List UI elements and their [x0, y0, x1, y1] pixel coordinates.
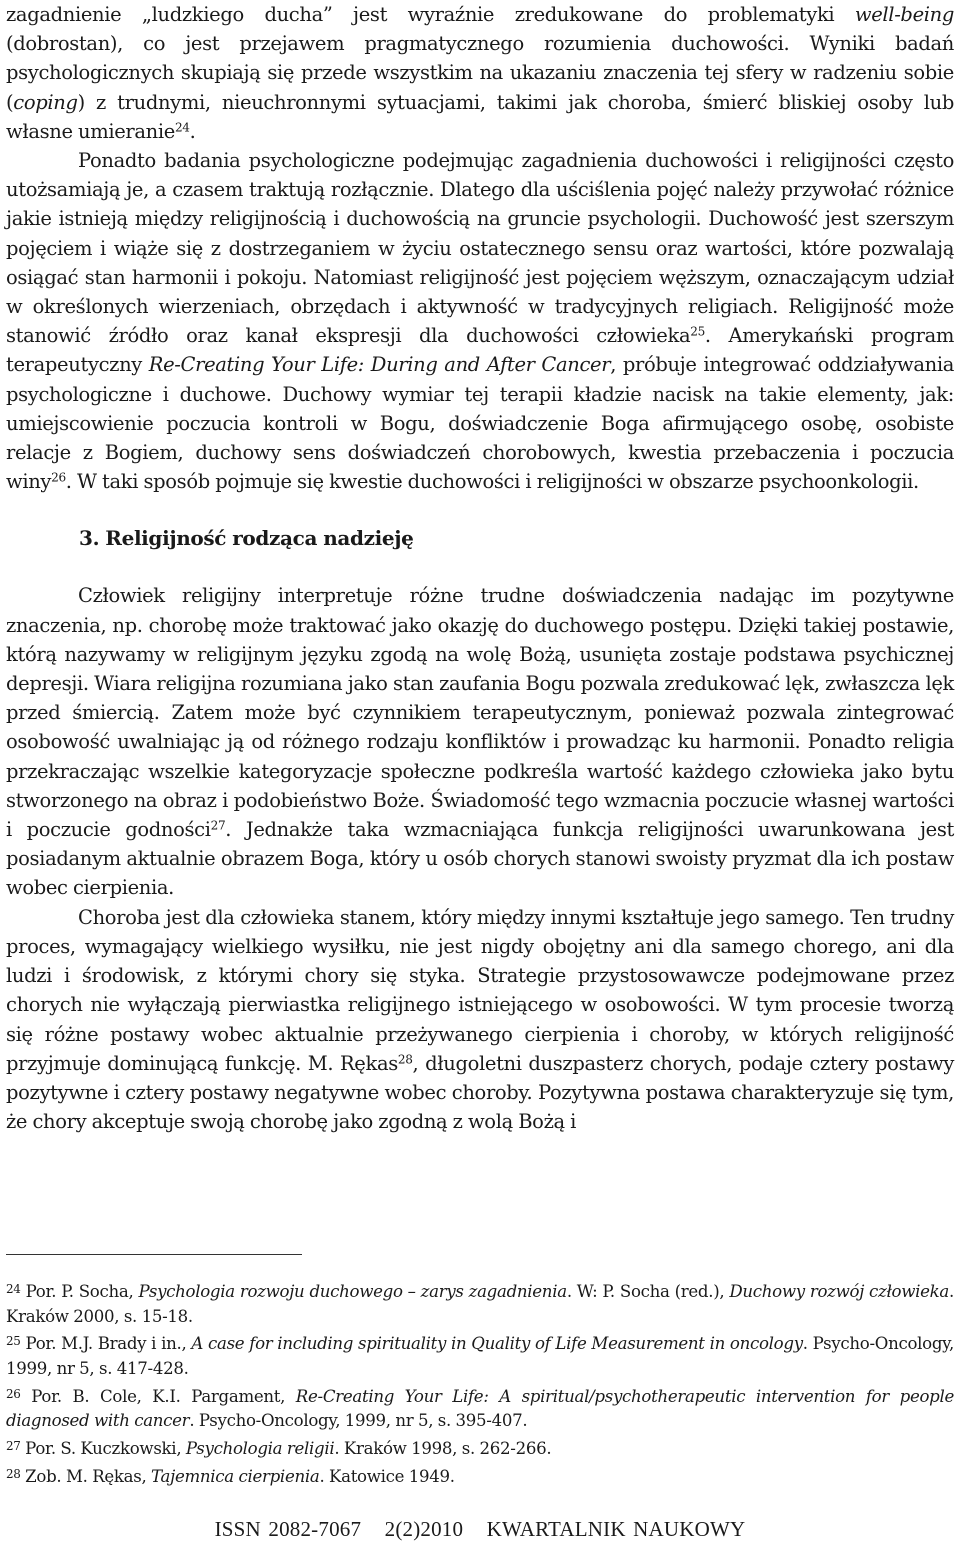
section-heading: 3. Religijność rodząca nadzieję: [79, 526, 414, 551]
footnote-ref-24[interactable]: 24: [174, 120, 190, 135]
page-footer: [0, 1517, 960, 1542]
paragraph-4: Choroba jest dla człowieka stanem, który między innymi kształtuje jego samego. Ten trudny proces, wymagający wielkiego wysiłku, nie jest nigdy obojętny ani dla samego chorego, ani dla ludzi i środowisk, z którymi chory się styka. Strategie przystosowawcze podejmowane przez chorych nie wyłączają pierwiastka religijnego istniejącego w osobowości. W tym procesie tworzą się różne postawy wobec aktualnie przeżywanego cierpienia i choroby, w których religijność przyjmuje dominującą funkcję. M. Rękas$^{28}$, długoletni duszpasterz chorych, podaje cztery postawy pozytywne i cztery postawy negatywne wobec choroby. Pozytywna postawa charakteryzuje się tym, że chory akceptuje swoją chorobę jako zgodną z wolą Bożą i: [6, 905, 954, 1134]
footnote-27: $^{27}$ Por. S. Kuczkowski, Psychologia religii. Kraków 1998, s. 262-266.: [6, 1439, 552, 1459]
footnotes: [6, 1254, 954, 1490]
footnote-24: $^{24}$ Por. P. Socha, Psychologia rozwoju duchowego – zarys zagadnienia. W: P. Socha (red.), Duchowy rozwój człowieka. Kraków 2000, s. 15-18.: [6, 1282, 955, 1326]
paragraph-1: zagadnienie „ludzkiego ducha” jest wyraźnie zredukowane do problematyki well-being (dobrostan), co jest przejawem pragmatycznego rozumienia duchowości. Wyniki badań psychologicznych skupiają się przede wszystkim na ukazaniu znaczenia tej sfery w radzeniu sobie (coping) z trudnymi, nieuchronnymi sytuacjami, takimi jak choroba, śmierć bliskiej osoby lub własne umieranie$^{24}$.: [6, 3, 954, 143]
paragraph-2: Ponadto badania psychologiczne podejmując zagadnienia duchowości i religijności często utożsamiają je, a czasem traktują rozłącznie. Dlatego dla uściślenia pojęć należy przywołać różnice jakie istnieją między religijnością i duchowością na gruncie psychologii. Duchowość jest szerszym pojęciem i wiąże się z dostrzeganiem w życiu ostatecznego sensu oraz wartości, które pozwalają osiągać stan harmonii i pokoju. Natomiast religijność jest pojęciem węższym, oznaczającym udział w określonych wierzeniach, obrzędach i aktywność w tradycyjnych religiach. Religijność może stanowić źródło oraz kanał ekspresji dla duchowości człowieka$^{25}$. Amerykański program terapeutyczny Re-Creating Your Life: During and After Cancer, próbuje integrować oddziaływania psychologiczne i duchowe. Duchowy wymiar tej terapii kładzie nacisk na takie elementy, jak: umiejscowienie poczucia kontroli w Bogu, doświadczenie Boga afirmującego osobę, osobiste relacje z Bogiem, duchowy sens doświadczeń chorobowych, kwestia przebaczenia i poczucia winy$^{26}$. W taki sposób pojmuje się kwestie duchowości i religijności w obszarze psychoonkologii.: [6, 149, 954, 494]
footer-issn: ISSN 2082-7067: [214, 1517, 362, 1541]
footnote-ref-25[interactable]: 25: [690, 324, 705, 339]
footnote-ref-28[interactable]: 28: [397, 1052, 413, 1067]
paragraph-3: Człowiek religijny interpretuje różne trudne doświadczenia nadając im pozytywne znaczenia, np. chorobę może traktować jako okazję do duchowego postępu. Dzięki takiej postawie, którą nazywamy w religijnym języku zgodą na wolę Bożą, usunięta zostaje podstawa psychicznej depresji. Wiara religijna rozumiana jako stan zaufania Bogu pozwala zredukować lęk, zwłaszcza lęk przed śmiercią. Zatem może być czynnikiem terapeutycznym, ponieważ pozwala zintegrować osobowość uwalniając ją od różnego rodzaju konfliktów i prowadząc ku harmonii. Ponadto religia przekraczając wszelkie kategoryzacje społeczne podkreśla wartość każdego człowieka jako bytu stworzonego na obraz i podobieństwo Boże. Świadomość tego wzmacnia poczucie własnej wartości i poczucie godności$^{27}$. Jednakże taka wzmacniająca funkcja religijności uwarunkowana jest posiadanym aktualnie obrazem Boga, który u osób chorych stanowi swoisty pryzmat dla ich postaw wobec cierpienia.: [6, 584, 955, 900]
footnote-ref-26[interactable]: 26: [51, 470, 66, 485]
footer-issue: 2(2)2010: [384, 1517, 464, 1541]
footnote-28: $^{28}$ Zob. M. Rękas, Tajemnica cierpienia. Katowice 1949.: [6, 1466, 455, 1487]
footnote-divider: [6, 1254, 302, 1255]
footnote-25: $^{25}$ Por. M.J. Brady i in., A case for including spirituality in Quality of Life Measurement in oncology. Psycho-Oncology, 1999, nr 5, s. 417-428.: [6, 1334, 955, 1379]
footer-journal: KWARTALNIK NAUKOWY: [486, 1517, 746, 1541]
footnote-ref-27[interactable]: 27: [210, 818, 226, 833]
footnote-26: $^{26}$ Por. B. Cole, K.I. Pargament, Re-Creating Your Life: A spiritual/psychotherapeutic intervention for people diagnosed with cancer. Psycho-Oncology, 1999, nr 5, s. 395-407.: [6, 1386, 954, 1431]
body-text: [6, 0, 954, 1136]
